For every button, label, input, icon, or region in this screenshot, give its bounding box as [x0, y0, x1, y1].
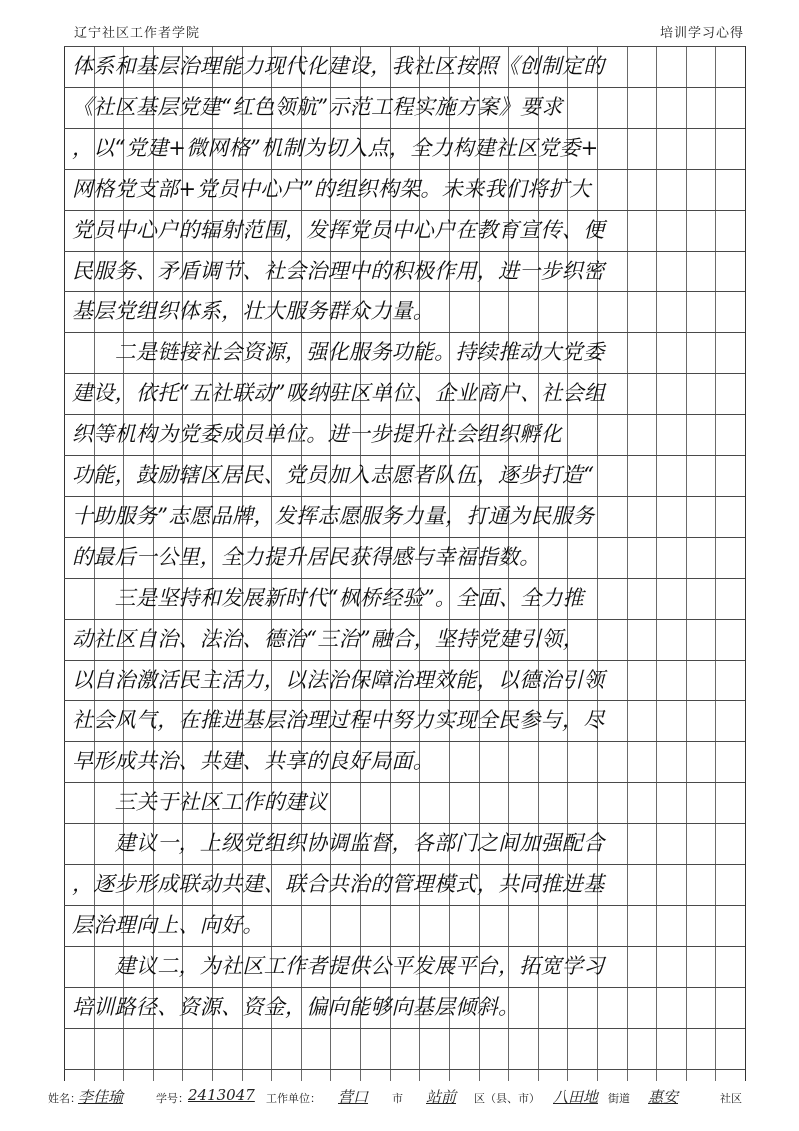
community-label: 社区	[720, 1092, 742, 1105]
handwritten-line: 民服务、矛盾调节、社会治理中的积极作用，进一步织密	[72, 258, 605, 283]
handwritten-line: 动社区自治、法治、德治“三治”融合，坚持党建引领，	[72, 626, 584, 651]
handwritten-line: 基层党组织体系，壮大服务群众力量。	[72, 299, 435, 324]
handwritten-line: 社会风气，在推进基层治理过程中努力实现全民参与，尽	[72, 708, 605, 733]
name-label: 姓名：	[48, 1092, 81, 1105]
page-header	[0, 18, 799, 42]
handwritten-line	[72, 1028, 737, 1068]
community-value: 惠安	[648, 1088, 679, 1106]
name-value: 李佳瑜	[78, 1088, 124, 1106]
handwritten-line: 建议二，为社区工作者提供公平发展平台，拓宽学习	[72, 953, 605, 978]
handwritten-line: 十助服务”志愿品牌，发挥志愿服务力量，打通为民服务	[72, 503, 595, 528]
grid-column-line	[745, 46, 746, 1081]
school-name: 辽宁社区工作者学院	[74, 26, 201, 41]
handwritten-line: 《社区基层党建“红色领航”示范工程实施方案》要求	[72, 94, 563, 119]
handwritten-line: 织等机构为党委成员单位。进一步提升社会组织孵化	[72, 422, 562, 447]
handwritten-line: 以自治激活民主活力，以法治保障治理效能，以德治引领	[72, 667, 605, 692]
district-value: 站前	[426, 1088, 457, 1106]
handwritten-line: 二是链接社会资源，强化服务功能。持续推动大党委	[72, 340, 605, 365]
street-label: 街道	[608, 1092, 630, 1105]
street-value: 八田地	[553, 1088, 599, 1106]
handwritten-line: ，以“党建+微网格”机制为切入点，全力构建社区党委+	[72, 135, 599, 160]
handwritten-line: 党员中心户的辐射范围，发挥党员中心户在教育宣传、便	[72, 217, 605, 242]
grid-row-line	[64, 1069, 745, 1070]
handwritten-line: 三是坚持和发展新时代“枫桥经验”。全面、全力推	[72, 585, 584, 610]
district-label: 区（县、市）	[474, 1092, 540, 1105]
handwritten-line: 层治理向上、向好。	[72, 912, 264, 937]
grid-column-line	[64, 46, 65, 1081]
handwritten-line: 培训路径、资源、资金，偏向能够向基层倾斜。	[72, 994, 520, 1019]
handwritten-line: 早形成共治、共建、共享的良好局面。	[72, 749, 435, 774]
handwritten-line: 功能，鼓励辖区居民、党员加入志愿者队伍，逐步打造“	[72, 463, 595, 487]
handwritten-line: 体系和基层治理能力现代化建设，我社区按照《创制定的	[72, 54, 605, 78]
ruled-paper	[64, 46, 745, 1081]
student-id-value: 2413047	[188, 1086, 255, 1104]
work-unit-label: 工作单位：	[266, 1092, 321, 1105]
city-value: 营口	[338, 1088, 369, 1106]
student-info-footer	[48, 1084, 758, 1110]
handwritten-line: 建议一，上级党组织协调监督，各部门之间加强配合	[72, 831, 605, 856]
handwritten-line: 的最后一公里，全力提升居民获得感与幸福指数。	[72, 544, 541, 569]
student-id-label: 学号：	[156, 1092, 189, 1105]
document-title: 培训学习心得	[659, 26, 744, 41]
handwritten-line: 建设，依托“五社联动”吸纳驻区单位、企业商户、社会组	[72, 381, 606, 406]
handwritten-line: ，逐步形成联动共建、联合共治的管理模式，共同推进基	[72, 872, 605, 896]
handwritten-line: 三关于社区工作的建议	[72, 790, 328, 815]
handwritten-line: 网格党支部+党员中心户”的组织构架。未来我们将扩大	[72, 176, 591, 201]
city-label: 市	[392, 1092, 403, 1105]
